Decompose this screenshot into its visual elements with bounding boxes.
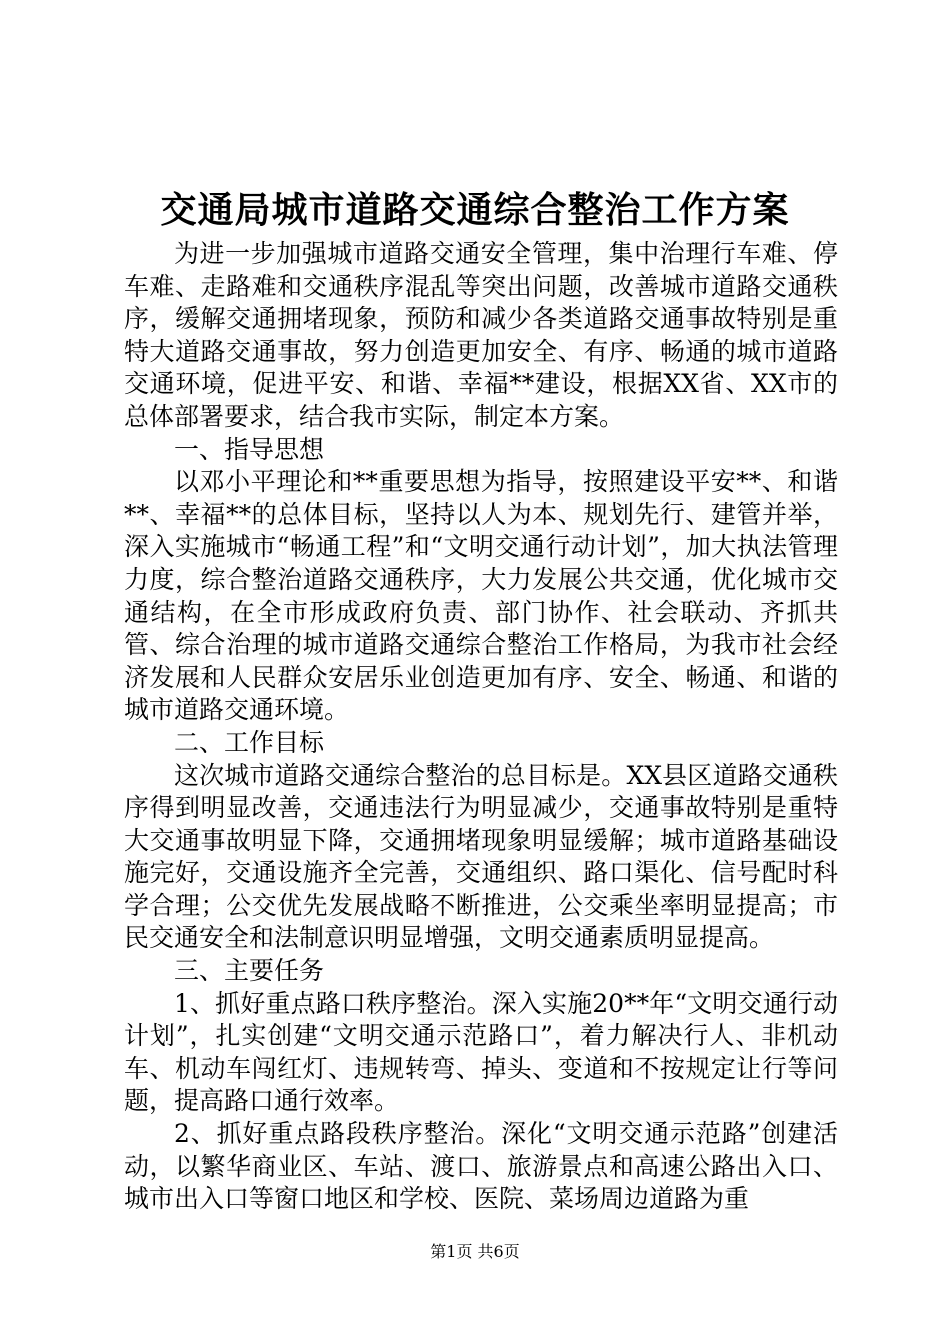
guiding-ideology-paragraph: 以邓小平理论和**重要思想为指导，按照建设平安**、和谐**、幸福**的总体目标，坚持以人为本、规划先行、建管并举，深入实施城市“畅通工程”和“文明交通行动计划”，加大执法管理力度，综合整治道路交通秩序，大力发展公共交通，优化城市交通结构，在全市形成政府负责、部门协作、社会联动、齐抓共管、综合治理的城市道路交通综合整治工作格局，为我市社会经济发展和人民群众安居乐业创造更加有序、安全、畅通、和谐的城市道路交通环境。: [124, 467, 838, 725]
document-body: [124, 238, 838, 1216]
section-heading-main-tasks: 三、主要任务: [174, 956, 325, 986]
work-goals-paragraph: 这次城市道路交通综合整治的总目标是。XX县区道路交通秩序得到明显改善，交通违法行为明显减少，交通事故特别是重特大交通事故明显下降，交通拥堵现象明显缓解；城市道路基础设施完好，交通设施齐全完善，交通组织、路口渠化、信号配时科学合理；公交优先发展战略不断推进，公交乘坐率明显提高；市民交通安全和法制意识明显增强，文明交通素质明显提高。: [124, 760, 838, 953]
section-heading-work-goals: 二、工作目标: [174, 727, 325, 757]
section-heading-guiding-ideology: 一、指导思想: [174, 434, 325, 464]
page-footer: 第1页 共6页: [430, 1242, 520, 1261]
task-1-paragraph: 1、抓好重点路口秩序整治。深入实施20**年“文明交通行动计划”，扎实创建“文明交通示范路口”，着力解决行人、非机动车、机动车闯红灯、违规转弯、掉头、变道和不按规定让行等问题，提高路口通行效率。: [124, 988, 838, 1116]
document-title: 交通局城市道路交通综合整治工作方案: [160, 189, 790, 231]
task-2-paragraph: 2、抓好重点路段秩序整治。深化“文明交通示范路”创建活动，以繁华商业区、车站、渡口、旅游景点和高速公路出入口、城市出入口等窗口地区和学校、医院、菜场周边道路为重: [124, 1119, 838, 1214]
intro-paragraph: 为进一步加强城市道路交通安全管理，集中治理行车难、停车难、走路难和交通秩序混乱等突出问题，改善城市道路交通秩序，缓解交通拥堵现象，预防和减少各类道路交通事故特别是重特大道路交通事故，努力创造更加安全、有序、畅通的城市道路交通环境，促进平安、和谐、幸福**建设，根据XX省、XX市的总体部署要求，结合我市实际，制定本方案。: [124, 239, 838, 431]
